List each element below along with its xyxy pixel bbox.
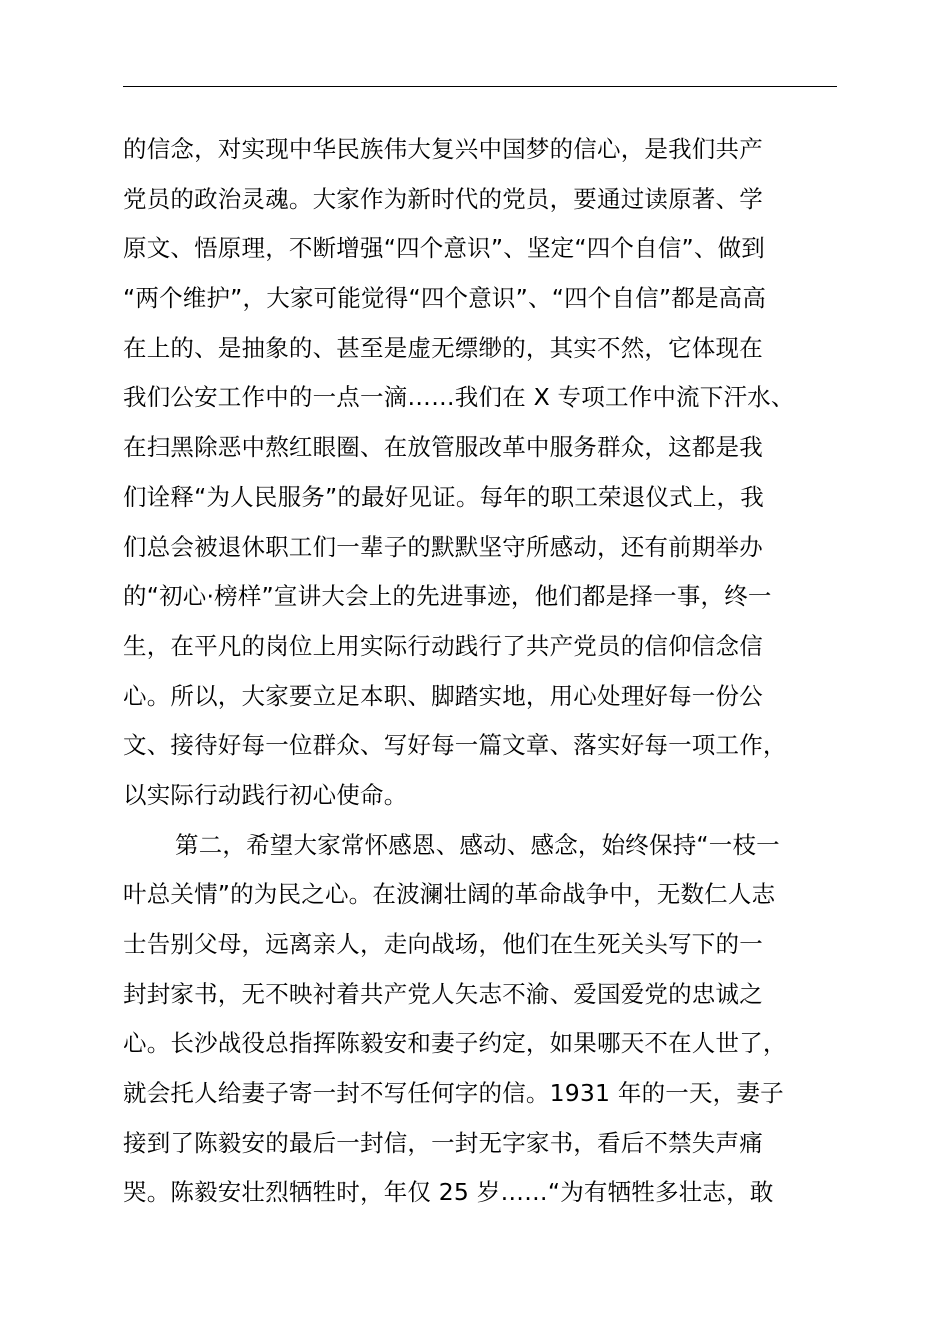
- text-line: 接到了陈毅安的最后一封信，一封无字家书，看后不禁失声痛: [123, 1128, 763, 1157]
- text-line: 们总会被退休职工们一辈子的默默坚守所感动，还有前期举办: [123, 532, 763, 561]
- text-line: 叶总关情”的为民之心。在波澜壮阔的革命战争中，无数仁人志: [123, 880, 776, 909]
- text-line: 的信念，对实现中华民族伟大复兴中国梦的信心，是我们共产: [123, 135, 763, 163]
- text-line: 我们公安工作中的一点一滴……我们在 X 专项工作中流下汗水、: [123, 383, 795, 412]
- body-text: [123, 125, 863, 1218]
- text-line: 在扫黑除恶中熬红眼圈、在放管服改革中服务群众，这都是我: [123, 433, 763, 462]
- text-line: 心。长沙战役总指挥陈毅安和妻子约定，如果哪天不在人世了，: [123, 1029, 787, 1058]
- text-line: “两个维护”，大家可能觉得“四个意识”、“四个自信”都是高高: [123, 284, 767, 313]
- text-line: 封封家书，无不映衬着共产党人矢志不渝、爱国爱党的忠诚之: [123, 979, 763, 1008]
- text-line: 文、接待好每一位群众、写好每一篇文章、落实好每一项工作，: [123, 731, 787, 760]
- text-line: 党员的政治灵魂。大家作为新时代的党员，要通过读原著、学: [123, 184, 763, 213]
- text-line: 心。所以，大家要立足本职、脚踏实地，用心处理好每一份公: [123, 681, 763, 710]
- text-line: 生，在平凡的岗位上用实际行动践行了共产党员的信仰信念信: [123, 631, 763, 660]
- text-line: 以实际行动践行初心使命。: [123, 780, 408, 809]
- text-line: 哭。陈毅安壮烈牺牲时，年仅 25 岁……“为有牺牲多壮志，敢: [123, 1178, 774, 1207]
- text-line: 在上的、是抽象的、甚至是虚无缥缈的，其实不然，它体现在: [123, 333, 763, 362]
- text-line: 的“初心·榜样”宣讲大会上的先进事迹，他们都是择一事，终一: [123, 582, 772, 611]
- paragraph-first-line: 第二，希望大家常怀感恩、感动、感念，始终保持“一枝一: [175, 830, 780, 859]
- text-line: 就会托人给妻子寄一封不写任何字的信。1931 年的一天，妻子: [123, 1079, 784, 1108]
- text-line: 原文、悟原理，不断增强“四个意识”、坚定“四个自信”、做到: [123, 234, 765, 263]
- text-line: 们诠释“为人民服务”的最好见证。每年的职工荣退仪式上，我: [123, 482, 764, 511]
- header-rule: [123, 86, 837, 87]
- text-line: 士告别父母，远离亲人，走向战场，他们在生死关头写下的一: [123, 930, 763, 958]
